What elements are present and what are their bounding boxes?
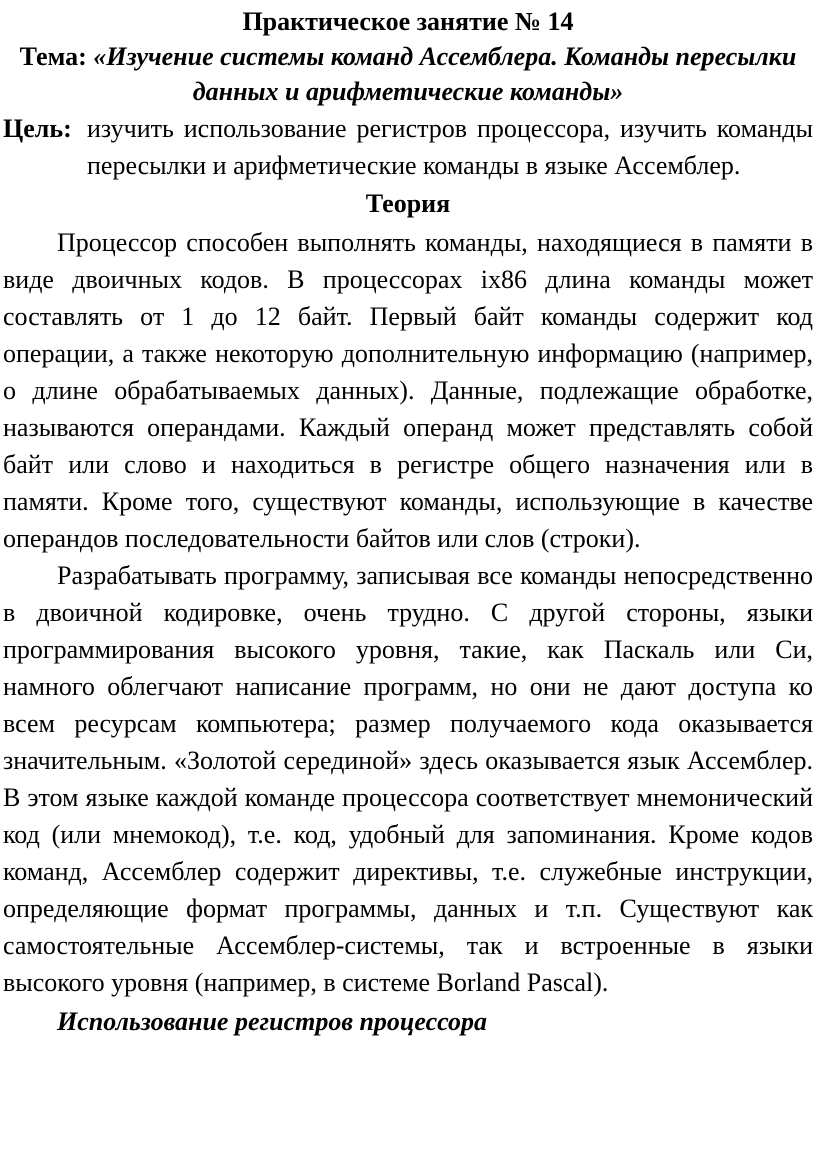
topic-text: «Изучение системы команд Ассемблера. Команды пересылки данных и арифметические команды»	[93, 42, 797, 106]
topic-label: Тема:	[19, 42, 87, 71]
page-title: Практическое занятие № 14	[242, 7, 574, 36]
goal-text: изучить использование регистров процессора, изучить команды пересылки и арифметические команды в языке Ассемблер.	[87, 114, 813, 180]
paragraph-1: Процессор способен выполнять команды, находящиеся в памяти в виде двоичных кодов. В процессорах ix86 длина команды может составлять от 1 до 12 байт. Первый байт команды содержит код операции, а также некоторую дополнительную информацию (например, о длине обрабатываемых данных). Данные, подлежащие обработке, называются операндами. Каждый операнд может представлять собой байт или слово и находиться в регистре общего назначения или в памяти. Кроме того, существуют команды, использующие в качестве операндов последовательности байтов или слов (строки).	[3, 228, 813, 553]
theory-heading: Теория	[365, 189, 451, 218]
topic	[3, 39, 813, 109]
goal-label: Цель:	[3, 114, 72, 143]
goal	[3, 110, 813, 184]
section-subheading: Использование регистров процессора	[57, 1007, 488, 1036]
paragraph-2: Разрабатывать программу, записывая все команды непосредственно в двоичной кодировке, очень трудно. С другой стороны, языки программирования высокого уровня, такие, как Паскаль или Си, намного облегчают написание программ, но они не дают доступа ко всем ресурсам компьютера; размер получаемого кода оказывается значительным. «Золотой серединой» здесь оказывается язык Ассемблер. В этом языке каждой команде процессора соответствует мнемонический код (или мнемокод), т.е. код, удобный для запоминания. Кроме кодов команд, Ассемблер содержит директивы, т.е. служебные инструкции, определяющие формат программы, данных и т.п. Существуют как самостоятельные Ассемблер-системы, так и встроенные в языки высокого уровня (например, в системе Borland Pascal).	[3, 561, 813, 997]
